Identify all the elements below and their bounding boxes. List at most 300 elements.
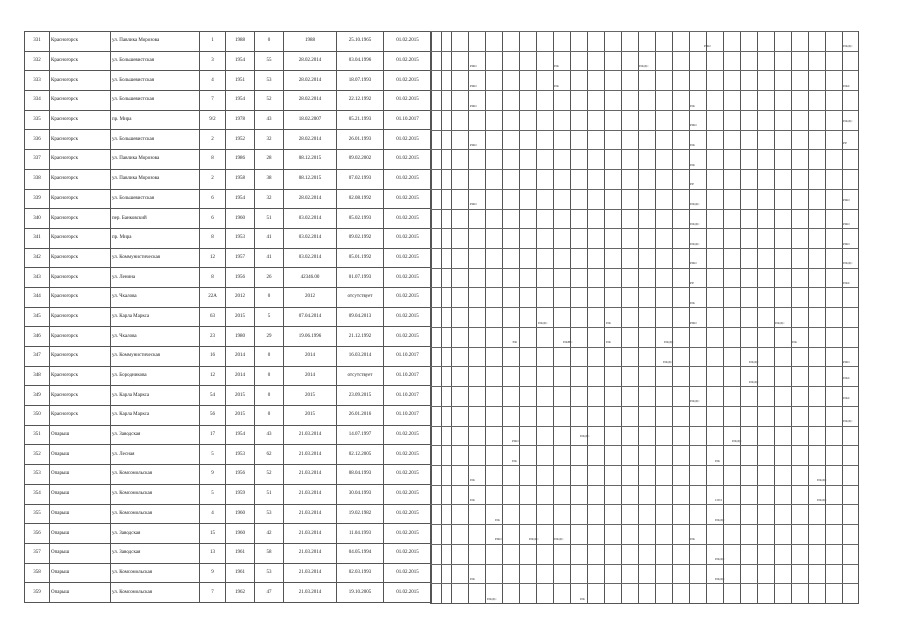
- inclusion-date: 01.02.2015: [384, 327, 432, 347]
- table-row: [25, 504, 432, 524]
- work-mark: ПКДС: [690, 202, 700, 206]
- wear-percent: 43: [255, 425, 284, 445]
- inclusion-date: 01.02.2015: [384, 150, 432, 170]
- grid-line: [553, 31, 554, 603]
- work-mark: РР: [843, 141, 847, 145]
- table-body: [25, 32, 432, 603]
- inclusion-date: 01.02.2015: [384, 91, 432, 111]
- wear-percent: 51: [255, 484, 284, 504]
- survey-date: 21.03.2014: [284, 465, 337, 485]
- grid-line: [825, 31, 826, 603]
- house-number: 23: [200, 327, 226, 347]
- table-row: [25, 169, 432, 189]
- street: пер. Банковский: [111, 209, 200, 229]
- inclusion-date: 01.02.2015: [384, 583, 432, 603]
- inclusion-date: 01.02.2015: [384, 484, 432, 504]
- work-mark: ПКДС: [664, 340, 674, 344]
- street: ул. Комсомольская: [111, 504, 200, 524]
- row-number: 342: [25, 248, 50, 268]
- grid-line: [430, 426, 858, 427]
- grid-line: [430, 445, 858, 446]
- settlement: Красногорск: [50, 228, 111, 248]
- survey-date: 19.06.1996: [284, 327, 337, 347]
- work-mark: ПК: [495, 518, 500, 522]
- street: ул. Павлика Морозова: [111, 150, 200, 170]
- table-row: [25, 524, 432, 544]
- row-number: 335: [25, 110, 50, 130]
- row-number: 344: [25, 287, 50, 307]
- work-mark: РЯО: [843, 360, 850, 364]
- work-mark: РЯО: [470, 64, 477, 68]
- work-mark: ПК: [606, 321, 611, 325]
- house-number: 15: [200, 524, 226, 544]
- street: ул. Ленина: [111, 268, 200, 288]
- grid-line: [519, 31, 520, 603]
- build-year: 1954: [226, 91, 255, 111]
- wear-percent: 51: [255, 209, 284, 229]
- grid-line: [430, 583, 858, 584]
- work-mark: ПК: [554, 84, 559, 88]
- survey-date: 2014: [284, 366, 337, 386]
- settlement: Красногорск: [50, 189, 111, 209]
- grid-line: [430, 228, 858, 229]
- work-mark: РЯО: [470, 104, 477, 108]
- privatization-date: 19.02.1982: [337, 504, 384, 524]
- work-mark: ПК: [690, 301, 695, 305]
- grid-line: [808, 31, 809, 603]
- build-year: 2015: [226, 406, 255, 426]
- work-mark: РР: [690, 182, 694, 186]
- row-number: 352: [25, 445, 50, 465]
- work-mark: ПК: [690, 163, 695, 167]
- grid-line: [570, 31, 571, 603]
- row-number: 332: [25, 51, 50, 71]
- wear-percent: 43: [255, 110, 284, 130]
- street: ул. Большевистская: [111, 51, 200, 71]
- inclusion-date: 01.10.2017: [384, 366, 432, 386]
- street: ул. Карла Маркса: [111, 406, 200, 426]
- house-number: 63: [200, 307, 226, 327]
- grid-line: [430, 209, 858, 210]
- grid-line: [430, 287, 858, 288]
- work-mark: РЯО: [843, 222, 850, 226]
- privatization-date: 09.02.2002: [337, 150, 384, 170]
- street: пр. Мира: [111, 110, 200, 130]
- settlement: Красногорск: [50, 91, 111, 111]
- document-sheet: [24, 31, 858, 603]
- survey-date: 21.03.2014: [284, 563, 337, 583]
- inclusion-date: 01.02.2015: [384, 169, 432, 189]
- wear-percent: 0: [255, 386, 284, 406]
- wear-percent: 26: [255, 268, 284, 288]
- work-mark: РЯО: [690, 123, 697, 127]
- grid-line: [430, 130, 858, 131]
- grid-line: [430, 465, 858, 466]
- work-mark: ПК: [606, 340, 611, 344]
- work-mark: РР: [690, 281, 694, 285]
- inclusion-date: 01.02.2015: [384, 228, 432, 248]
- inclusion-date: 01.02.2015: [384, 189, 432, 209]
- work-mark: ПКДС: [690, 242, 700, 246]
- work-mark: ПКС: [843, 281, 851, 285]
- settlement: Красногорск: [50, 51, 111, 71]
- table-row: [25, 406, 432, 426]
- inclusion-date: 01.02.2015: [384, 248, 432, 268]
- wear-percent: 28: [255, 150, 284, 170]
- work-mark: ПКДС: [690, 222, 700, 226]
- settlement: Красногорск: [50, 347, 111, 367]
- survey-date: 21.03.2014: [284, 425, 337, 445]
- survey-date: 21.03.2014: [284, 583, 337, 603]
- street: ул. Заводская: [111, 425, 200, 445]
- grid-line: [774, 31, 775, 603]
- privatization-date: 26.01.2016: [337, 406, 384, 426]
- street: ул. Коммунистическая: [111, 347, 200, 367]
- street: ул. Павлика Морозова: [111, 32, 200, 52]
- grid-line: [485, 31, 486, 603]
- table-row: [25, 209, 432, 229]
- grid-line: [672, 31, 673, 603]
- build-year: 1961: [226, 543, 255, 563]
- table-row: [25, 386, 432, 406]
- grid-line: [430, 366, 858, 367]
- settlement: Красногорск: [50, 268, 111, 288]
- grid-line: [468, 31, 469, 603]
- survey-date: 2015: [284, 406, 337, 426]
- settlement: Красногорск: [50, 209, 111, 229]
- inclusion-date: 01.02.2015: [384, 287, 432, 307]
- survey-date: 1988: [284, 32, 337, 52]
- wear-percent: 5: [255, 307, 284, 327]
- table-row: [25, 563, 432, 583]
- survey-date: 21.03.2014: [284, 445, 337, 465]
- survey-date: 21.03.2014: [284, 484, 337, 504]
- row-number: 351: [25, 425, 50, 445]
- survey-date: 2015: [284, 386, 337, 406]
- street: ул. Комсомольская: [111, 465, 200, 485]
- survey-date: 03.02.2014: [284, 228, 337, 248]
- grid-line: [430, 51, 858, 52]
- table-row: [25, 327, 432, 347]
- row-number: 353: [25, 465, 50, 485]
- work-mark: ПКДС: [749, 360, 759, 364]
- survey-date: 08.12.2015: [284, 169, 337, 189]
- privatization-date: 19.10.2005: [337, 583, 384, 603]
- work-mark: ПКДС: [554, 537, 564, 541]
- grid-line: [430, 564, 858, 565]
- table-row: [25, 51, 432, 71]
- row-number: 357: [25, 543, 50, 563]
- work-mark: ПКС: [843, 396, 851, 400]
- work-mark: ПКВС: [563, 340, 573, 344]
- work-mark: РЯО: [495, 537, 502, 541]
- survey-date: 03.02.2014: [284, 209, 337, 229]
- wear-percent: 0: [255, 32, 284, 52]
- work-mark: РЯО: [843, 198, 850, 202]
- survey-date: 2012: [284, 287, 337, 307]
- house-number: 7: [200, 583, 226, 603]
- work-mark: ПКДС: [775, 321, 785, 325]
- inclusion-date: 01.02.2015: [384, 524, 432, 544]
- build-year: 1960: [226, 504, 255, 524]
- build-year: 2014: [226, 347, 255, 367]
- table-row: [25, 71, 432, 91]
- settlement: Опарыш: [50, 563, 111, 583]
- table-row: [25, 347, 432, 367]
- wear-percent: 0: [255, 366, 284, 386]
- wear-percent: 0: [255, 406, 284, 426]
- street: ул. Заводская: [111, 524, 200, 544]
- settlement: Красногорск: [50, 110, 111, 130]
- inclusion-date: 01.02.2015: [384, 209, 432, 229]
- settlement: Красногорск: [50, 169, 111, 189]
- row-number: 340: [25, 209, 50, 229]
- row-number: 341: [25, 228, 50, 248]
- grid-line: [430, 110, 858, 111]
- build-year: 1958: [226, 169, 255, 189]
- row-number: 345: [25, 307, 50, 327]
- grid-line: [441, 31, 442, 603]
- inclusion-date: 01.02.2015: [384, 465, 432, 485]
- work-mark: ПК: [690, 537, 695, 541]
- build-year: 1959: [226, 484, 255, 504]
- work-mark: ПКС: [843, 84, 851, 88]
- grid-line: [430, 189, 858, 190]
- work-mark: ПКДС: [663, 360, 673, 364]
- street: ул. Коммунистическая: [111, 248, 200, 268]
- inclusion-date: 01.02.2015: [384, 268, 432, 288]
- work-mark: ПКДС: [843, 261, 853, 265]
- build-year: 1960: [226, 209, 255, 229]
- grid-line: [430, 248, 858, 249]
- privatization-date: 30.04.1993: [337, 484, 384, 504]
- settlement: Опарыш: [50, 543, 111, 563]
- work-mark: РЯО: [690, 261, 697, 265]
- inclusion-date: 01.02.2015: [384, 543, 432, 563]
- street: ул. Большевистская: [111, 91, 200, 111]
- street: ул. Комсомольская: [111, 484, 200, 504]
- work-mark: ПКДС: [843, 419, 853, 423]
- grid-line: [430, 268, 858, 269]
- work-mark: ЭФ: [512, 340, 518, 344]
- wear-percent: 53: [255, 504, 284, 524]
- row-number: 350: [25, 406, 50, 426]
- table-row: [25, 445, 432, 465]
- grid-line: [842, 31, 843, 603]
- work-mark: ПК: [715, 459, 720, 463]
- table-row: [25, 189, 432, 209]
- house-number: 4: [200, 71, 226, 91]
- grid-line: [430, 31, 431, 603]
- privatization-date: 09.02.1992: [337, 228, 384, 248]
- build-year: 1988: [226, 32, 255, 52]
- street: ул. Павлика Морозова: [111, 169, 200, 189]
- work-mark: ПКДС: [817, 478, 827, 482]
- wear-percent: 0: [255, 347, 284, 367]
- street: ул. Чкалова: [111, 327, 200, 347]
- settlement: Опарыш: [50, 465, 111, 485]
- table-row: [25, 150, 432, 170]
- work-mark: РЯО: [512, 439, 519, 443]
- house-number: 56: [200, 406, 226, 426]
- wear-percent: 53: [255, 71, 284, 91]
- settlement: Красногорск: [50, 287, 111, 307]
- privatization-date: 16.03.2014: [337, 347, 384, 367]
- house-number: 9/2: [200, 110, 226, 130]
- settlement: Красногорск: [50, 150, 111, 170]
- work-mark: СРО: [715, 498, 722, 502]
- settlement: Красногорск: [50, 386, 111, 406]
- survey-date: 28.02.2014: [284, 51, 337, 71]
- inclusion-date: 01.10.2017: [384, 406, 432, 426]
- row-number: 354: [25, 484, 50, 504]
- build-year: 1951: [226, 71, 255, 91]
- work-mark: ПКДС: [715, 518, 725, 522]
- wear-percent: 29: [255, 327, 284, 347]
- inclusion-date: 01.02.2015: [384, 425, 432, 445]
- inclusion-date: 01.02.2015: [384, 51, 432, 71]
- privatization-date: 09.04.2013: [337, 307, 384, 327]
- survey-date: 21.03.2014: [284, 543, 337, 563]
- wear-percent: 41: [255, 228, 284, 248]
- grid-line: [430, 149, 858, 150]
- work-mark: ПКДС: [817, 498, 827, 502]
- table-row: [25, 268, 432, 288]
- build-year: 1986: [226, 150, 255, 170]
- street: ул. Комсомольская: [111, 563, 200, 583]
- street: пр. Мира: [111, 228, 200, 248]
- row-number: 334: [25, 91, 50, 111]
- house-number: 12: [200, 366, 226, 386]
- work-mark: ПК: [554, 64, 559, 68]
- survey-date: 28.02.2014: [284, 130, 337, 150]
- house-number: 5: [200, 484, 226, 504]
- survey-date: 03.02.2014: [284, 248, 337, 268]
- wear-percent: 42: [255, 524, 284, 544]
- row-number: 337: [25, 150, 50, 170]
- street: ул. Чкалова: [111, 287, 200, 307]
- privatization-date: 23.09.2015: [337, 386, 384, 406]
- privatization-date: 02.03.1993: [337, 563, 384, 583]
- grid-line: [502, 31, 503, 603]
- street: ул. Большевистская: [111, 130, 200, 150]
- build-year: 2015: [226, 307, 255, 327]
- wear-percent: 53: [255, 563, 284, 583]
- table-row: [25, 130, 432, 150]
- table-row: [25, 465, 432, 485]
- build-year: 2012: [226, 287, 255, 307]
- grid-line: [689, 31, 690, 603]
- work-mark: РЯО: [843, 242, 850, 246]
- settlement: Красногорск: [50, 406, 111, 426]
- build-year: 1978: [226, 110, 255, 130]
- settlement: Красногорск: [50, 71, 111, 91]
- work-mark: ПК: [470, 577, 475, 581]
- row-number: 343: [25, 268, 50, 288]
- privatization-date: 05.02.1993: [337, 209, 384, 229]
- wear-percent: 32: [255, 189, 284, 209]
- house-number: 22А: [200, 287, 226, 307]
- grid-line: [757, 31, 758, 603]
- survey-date: 2014: [284, 347, 337, 367]
- grid-line: [451, 31, 452, 603]
- wear-percent: 52: [255, 465, 284, 485]
- work-mark: ПКДС: [843, 44, 853, 48]
- work-mark: ПКДС: [487, 597, 497, 601]
- grid-line: [430, 31, 858, 32]
- house-number: 5: [200, 445, 226, 465]
- grid-line: [740, 31, 741, 603]
- work-mark: ПК: [792, 340, 797, 344]
- survey-date: 21.03.2014: [284, 524, 337, 544]
- grid-line: [430, 70, 858, 71]
- row-number: 358: [25, 563, 50, 583]
- build-year: 1952: [226, 130, 255, 150]
- build-year: 1961: [226, 563, 255, 583]
- wear-percent: 58: [255, 543, 284, 563]
- privatization-date: 26.01.1993: [337, 130, 384, 150]
- inclusion-date: 01.10.2017: [384, 110, 432, 130]
- table-row: [25, 91, 432, 111]
- settlement: Красногорск: [50, 32, 111, 52]
- work-mark: ПКДС: [843, 119, 853, 123]
- inclusion-date: 01.02.2015: [384, 445, 432, 465]
- work-mark: ПК: [690, 143, 695, 147]
- row-number: 338: [25, 169, 50, 189]
- wear-percent: 32: [255, 130, 284, 150]
- street: ул. Большевистская: [111, 71, 200, 91]
- street: ул. Карла Маркса: [111, 386, 200, 406]
- house-number: 8: [200, 268, 226, 288]
- settlement: Красногорск: [50, 248, 111, 268]
- house-number: 3: [200, 51, 226, 71]
- settlement: Опарыш: [50, 484, 111, 504]
- house-number: 9: [200, 563, 226, 583]
- build-year: 1953: [226, 445, 255, 465]
- survey-date: 08.12.2015: [284, 150, 337, 170]
- build-year: 1953: [226, 228, 255, 248]
- inclusion-date: 01.02.2015: [384, 563, 432, 583]
- settlement: Красногорск: [50, 307, 111, 327]
- work-mark: ПКДС: [749, 380, 759, 384]
- survey-date: 07.04.2014: [284, 307, 337, 327]
- wear-percent: 41: [255, 248, 284, 268]
- row-number: 339: [25, 189, 50, 209]
- grid-line: [430, 327, 858, 328]
- work-mark: ПКДС: [715, 557, 725, 561]
- table-row: [25, 248, 432, 268]
- house-number: 6: [200, 189, 226, 209]
- settlement: Опарыш: [50, 425, 111, 445]
- house-number: 2: [200, 130, 226, 150]
- work-mark: ПКДС: [580, 434, 590, 438]
- row-number: 355: [25, 504, 50, 524]
- work-mark: ПКДС: [690, 399, 700, 403]
- work-mark: ПКДС: [639, 64, 649, 68]
- table-row: [25, 583, 432, 603]
- grid-line: [791, 31, 792, 603]
- house-number: 2: [200, 169, 226, 189]
- table-row: [25, 110, 432, 130]
- build-year: 1956: [226, 465, 255, 485]
- grid-line: [706, 31, 707, 603]
- work-mark: РЯО: [470, 143, 477, 147]
- table-row: [25, 307, 432, 327]
- schedule-grid: [430, 31, 859, 604]
- survey-date: 28.02.2014: [284, 71, 337, 91]
- grid-line: [430, 504, 858, 505]
- wear-percent: 0: [255, 287, 284, 307]
